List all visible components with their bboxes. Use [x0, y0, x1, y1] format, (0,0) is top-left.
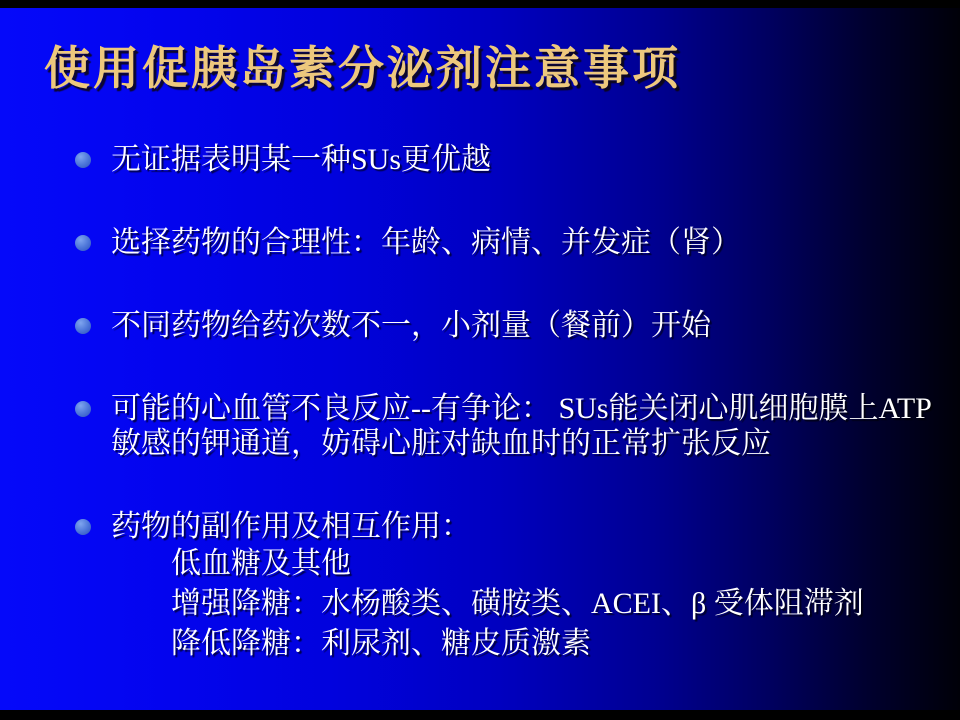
bullet-item — [75, 391, 950, 461]
bullet-item — [75, 308, 950, 343]
bullet-item — [75, 142, 950, 177]
bullet-dot-icon — [75, 401, 91, 417]
bullet-list — [75, 142, 950, 664]
bottom-black-bar — [0, 710, 960, 720]
bullet-dot-icon — [75, 235, 91, 251]
bullet-item — [75, 509, 950, 664]
bullet-dot-icon — [75, 519, 91, 535]
bullet-item — [75, 225, 950, 260]
bullet-body — [111, 308, 711, 343]
bullet-body — [111, 225, 741, 260]
bullet-text: 选择药物的合理性：年龄、病情、并发症（肾） — [111, 226, 741, 259]
bullet-body — [111, 391, 950, 461]
bullet-sub-line: 增强降糖：水杨酸类、磺胺类、ACEI、β 受体阻滞剂 — [171, 587, 864, 620]
bullet-text: 药物的副作用及相互作用： — [111, 510, 471, 543]
bullet-sub-line: 降低降糖：利尿剂、糖皮质激素 — [171, 627, 591, 660]
bullet-text: 不同药物给药次数不一，小剂量（餐前）开始 — [111, 309, 711, 342]
bullet-body — [111, 142, 491, 177]
slide-title: 使用促胰岛素分泌剂注意事项 — [44, 43, 681, 94]
bullet-dot-icon — [75, 152, 91, 168]
bullet-dot-icon — [75, 318, 91, 334]
bullet-sub-line: 低血糖及其他 — [171, 547, 351, 580]
bullet-text: 无证据表明某一种SUs更优越 — [111, 143, 492, 176]
bullet-body — [111, 509, 864, 664]
top-black-bar — [0, 0, 960, 8]
bullet-text: 可能的心血管不良反应--有争论： SUs能关闭心肌细胞膜上ATP敏感的钾通道，妨碍心脏对缺血时的正常扩张反应 — [111, 392, 932, 460]
